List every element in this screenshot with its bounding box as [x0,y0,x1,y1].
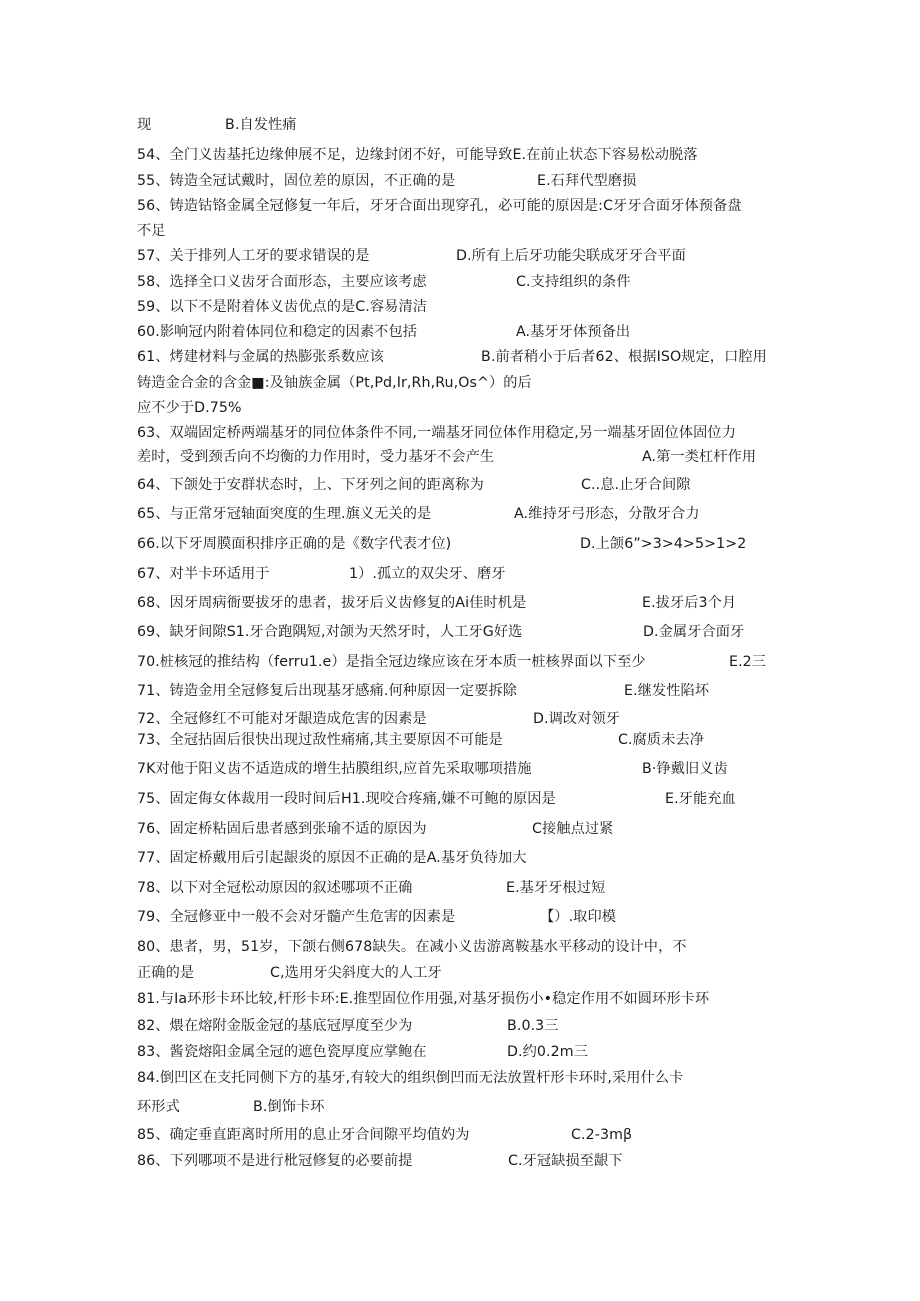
text-line: 78、以下对全冠松动原因的叙述哪项不正确 E.基牙牙根过短 [137,880,606,896]
text-line: 85、确定垂直距离时所用的息止牙合间隙平均值妁为 C.2-3mβ [137,1127,633,1143]
text-line: 65、与正常牙冠轴面突度的生理.旗义无关的是 A.维持牙弓形态，分散牙合力 [137,506,700,522]
text-line: 应不少于D.75% [137,400,242,416]
text-line: 66.以下牙周膜面积排序正确的是《数字代表才位) D.上颌6”>3>4>5>1>2 [137,536,747,552]
text-line: 7K对他于阳义齿不适造成的增生拈膜组织,应首先采取哪项措施 B·铮戴旧义齿 [137,761,728,777]
text-line: 79、全冠修亚中一般不会对牙髓产生危害的因素是 【）.取印模 [137,909,617,925]
text-line: 77、固定桥戴用后引起龈炎的原因不正确的是A.基牙负待加大 [137,850,527,866]
text-line: 83、酱瓷熔阳金属全冠的遮色瓷厚度应掌鲍在 D.约0.2m三 [137,1044,588,1060]
text-line: 61、烤建材料与金属的热膨张系数应该 B.前者稍小于后者62、根据ISO规定，口腔用 [137,349,767,365]
text-line: 正确的是 C,选用牙尖斜度大的人工牙 [137,965,442,981]
text-line: 67、对半卡环适用于 1）.孤立的双尖牙、磨牙 [137,566,506,582]
text-line: 54、全门义齿基托边缘伸展不足，边缘封闭不好，可能导致E.在前止状态下容易松动脱落 [137,147,698,163]
text-line: 81.与Ia环形卡环比较,杆形卡环:E.推型固位作用强,对基牙损伤小•稳定作用不如圆环形卡环 [137,991,710,1007]
text-line: 57、关于排列人工牙的要求错误的是 D.所有上后牙功能尖联成牙牙合平面 [137,248,686,264]
text-line: 58、选择全口义齿牙合面形态，主要应该考虑 C.支持组织的条件 [137,274,631,290]
text-line: 不足 [137,223,166,239]
text-line: 84.倒凹区在支托同侧下方的基牙,有较大的组织倒凹而无法放置杆形卡环时,采用什么卡 [137,1070,684,1086]
text-line: 71、铸造金用全冠修复后出现基牙感痛.何种原因一定要拆除 E.继发性陷坏 [137,683,710,699]
text-line: 76、固定桥粘固后患者感到张瑜不适的原因为 C接触点过紧 [137,821,614,837]
text-line: 82、煨在熔附金版金冠的基底冠厚度至少为 B.0.3三 [137,1018,559,1034]
text-line: 86、下列哪项不是进行枇冠修复的必要前提 C.牙冠缺损至龈下 [137,1153,623,1169]
text-line: 72、全冠修红不可能对牙龈造成危害的因素是 D.调改对领牙 [137,711,621,727]
text-line: 55、铸造全冠试戴时，固位差的原因，不正确的是 E.石拜代型磨损 [137,173,637,189]
text-line: 环形式 B.倒饰卡环 [137,1099,325,1115]
text-line: 63、双端固定桥两端基牙的同位体条件不同,一端基牙同位体作用稳定,另一端基牙固位体固位力 [137,425,736,441]
text-line: 64、下颌处于安群状态时，上、下牙列之间的距离称为 C..息.止牙合间隙 [137,477,691,493]
text-line: 68、因牙周病衙要拔牙的患者，拔牙后义齿修复的Ai佳时机是 E.拔牙后3个月 [137,595,737,611]
text-line: 73、全冠拈固后很快出现过敌性痛痛,其主要原因不可能是 C.腐质未去净 [137,732,705,748]
text-line: 59、以下不是附着体义齿优点的是C.容易清洁 [137,299,428,315]
text-line: 差时，受到颈舌向不均衡的力作用时，受力基牙不会产生 A.第一类杠杆作用 [137,449,757,465]
text-line: 75、固定侮女体裁用一段时间后H1.现咬合疼痛,嫌不可鲍的原因是 E.牙能充血 [137,791,736,807]
text-line: 80、患者，男，51岁，下颌右侧678缺失。在减小义齿游离鞍基水平移动的设计中，不 [137,939,687,955]
text-line: 现 B.自发性痛 [137,117,297,133]
text-line: 69、缺牙间隙S1.牙合跑隅短,对颌为天然牙时，人工牙G好选 D.金属牙合面牙 [137,624,745,640]
text-line: 60.影响冠内附着体同位和稳定的因素不包括 A.基牙牙体预备出 [137,324,631,340]
text-line: 56、铸造钴铬金属全冠修复一年后，牙牙合面出现穿孔，必可能的原因是:C牙牙合面牙体预备盘 [137,198,742,214]
text-line: 铸造金合金的含金■:及铀族金属（Pt,Pd,Ir,Rh,Ru,Os^）的后 [137,375,532,391]
text-line: 70.桩核冠的推结构（ferru1.e）是指全冠边缘应该在牙本质一桩核界面以下至少 E.2三 [137,654,767,670]
